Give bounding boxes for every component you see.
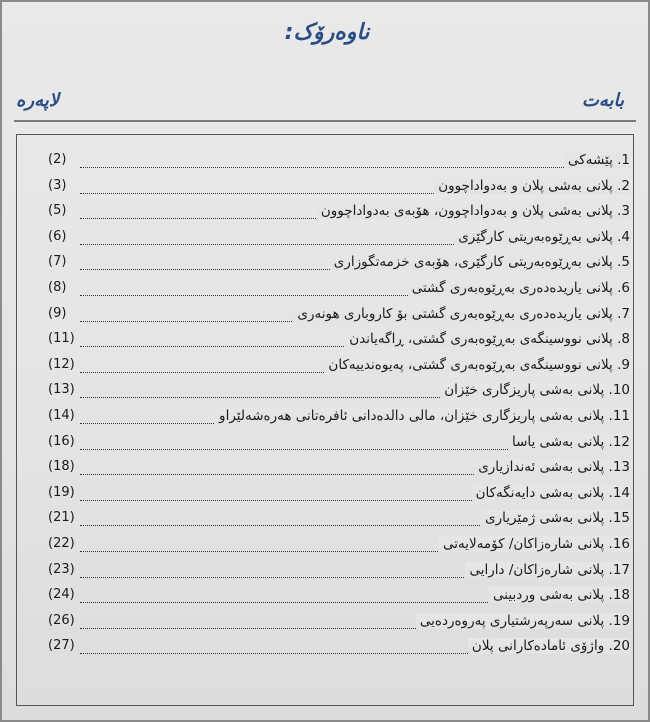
- toc-entry-title: 3. پلانی بەشی پلان و بەدواداچوون، هۆبەی بەدواداچوون: [317, 203, 630, 219]
- toc-entry-title: 20. واژۆی ئامادەکارانی پلان: [468, 638, 630, 654]
- toc-entry-page: (22): [48, 535, 75, 551]
- toc-entry-title: 8. پلانی نووسینگەی بەڕێوەبەری گشتی، ڕاگەیاندن: [345, 331, 630, 347]
- toc-entry-page: (18): [48, 459, 75, 475]
- toc-entry-page: (6): [48, 228, 67, 244]
- toc-entry: [48, 278, 630, 304]
- toc-entry: [48, 534, 630, 560]
- header-divider: [14, 120, 636, 122]
- toc-entry-page: (24): [48, 587, 75, 603]
- toc-entry: [48, 560, 630, 586]
- toc-entry-page: (9): [48, 305, 67, 321]
- toc-entry-title: 4. پلانی بەڕێوەبەریتی کارگێری: [454, 229, 630, 245]
- toc-entry: [48, 406, 630, 432]
- toc-entry-title: 11. پلانی بەشی پاریزگاری خێزان، مالی دالدەدانی ئافرەتانی هەرەشەلێراو: [215, 408, 630, 424]
- toc-entry-page: (3): [48, 177, 67, 193]
- page-column-header: لاپەرە: [16, 90, 60, 111]
- toc-entry: [48, 611, 630, 637]
- toc-entry: [48, 355, 630, 381]
- toc-entry-title: 12. پلانی بەشی یاسا: [508, 434, 630, 450]
- dot-leader: [80, 167, 630, 168]
- toc-entry: [48, 227, 630, 253]
- toc-entry-title: 5. پلانی بەڕێوەبەریتی کارگێری، هۆبەی خزمەتگوزاری: [330, 254, 630, 270]
- toc-entry: [48, 636, 630, 662]
- toc-entry: [48, 329, 630, 355]
- toc-entry-page: (13): [48, 382, 75, 398]
- toc-entry: [48, 483, 630, 509]
- toc-entry: [48, 432, 630, 458]
- toc-entry-page: (11): [48, 331, 75, 347]
- toc-entry-page: (12): [48, 356, 75, 372]
- subject-column-header: بابەت: [581, 90, 624, 111]
- toc-entry-page: (7): [48, 254, 67, 270]
- toc-entry: [48, 457, 630, 483]
- toc-entry-title: 15. پلانی بەشی ژمێریاری: [481, 510, 630, 526]
- toc-entry-title: 13. پلانی بەشی ئەندازیاری: [474, 459, 630, 475]
- toc-entry: [48, 585, 630, 611]
- toc-entry-page: (14): [48, 407, 75, 423]
- toc-entry-title: 19. پلانی سەرپەرشتیاری پەروەردەیی: [416, 613, 630, 629]
- toc-entry: [48, 252, 630, 278]
- page-title: ناوەرۆک:: [284, 20, 370, 45]
- toc-entry-page: (19): [48, 484, 75, 500]
- toc-entry-page: (16): [48, 433, 75, 449]
- toc-entry-title: 16. پلانی شارەزاکان/ کۆمەلایەتی: [439, 536, 630, 552]
- toc-entry-title: 6. پلانی یاریدەدەری بەڕێوەبەری گشتی: [408, 280, 630, 296]
- toc-entry-title: 9. پلانی نووسینگەی بەڕێوەبەری گشتی، پەیوەندییەکان: [324, 357, 630, 373]
- toc-entry-title: 14. پلانی بەشی دایەنگەکان: [472, 485, 630, 501]
- toc-entry: [48, 508, 630, 534]
- toc-entry-title: 18. پلانی بەشی وردبینی: [489, 587, 630, 603]
- toc-entry-page: (23): [48, 561, 75, 577]
- toc-entry-page: (21): [48, 510, 75, 526]
- toc-entry-title: 17. پلانی شارەزاکان/ دارایی: [465, 562, 630, 578]
- toc-entry: [48, 304, 630, 330]
- toc-entry-title: 2. پلانی بەشی پلان و بەدواداچوون: [434, 178, 630, 194]
- toc-entry-page: (8): [48, 279, 67, 295]
- toc-entry: [48, 201, 630, 227]
- table-of-contents: [48, 150, 630, 662]
- toc-entry-page: (27): [48, 638, 75, 654]
- toc-entry-page: (26): [48, 612, 75, 628]
- toc-entry-page: (5): [48, 203, 67, 219]
- toc-entry: [48, 380, 630, 406]
- toc-entry-title: 7. پلانی یاریدەدەری بەڕێوەبەری گشتی بۆ کاروباری هونەری: [293, 306, 630, 322]
- toc-entry-page: (2): [48, 152, 67, 167]
- toc-entry: [48, 176, 630, 202]
- toc-entry-title: 10. پلانی بەشی پاریزگاری خێزان: [440, 382, 630, 398]
- toc-entry-title: 1. پێشەکی: [564, 152, 630, 168]
- toc-entry: [48, 150, 630, 176]
